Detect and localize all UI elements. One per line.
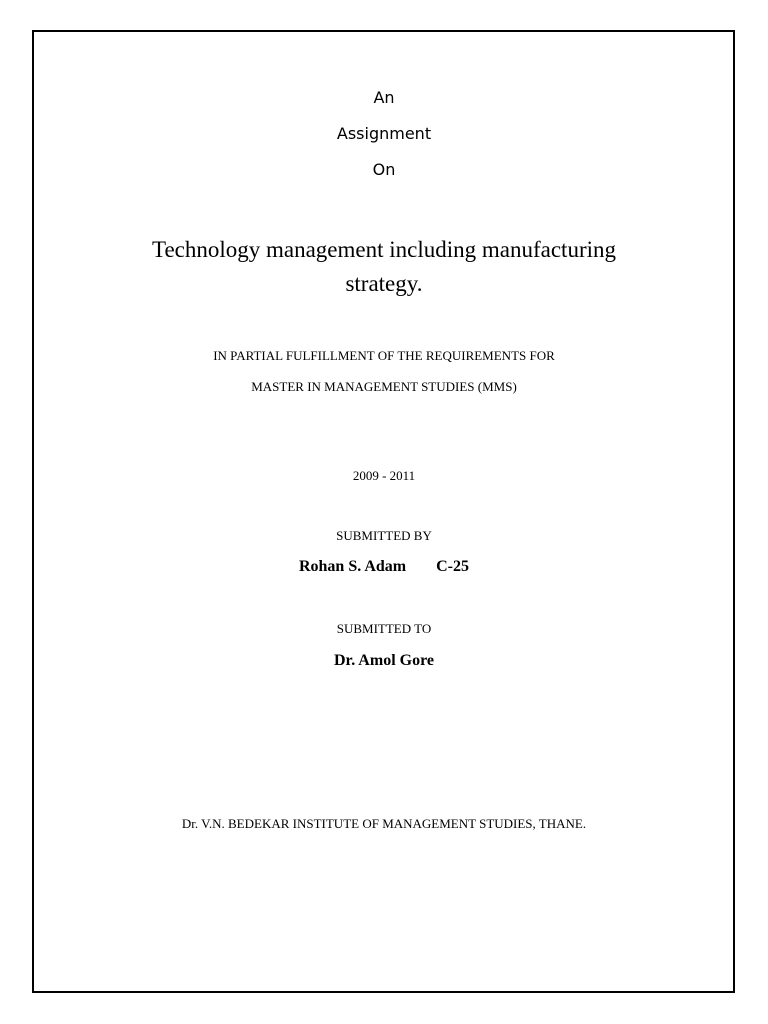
institute-name: Dr. V.N. BEDEKAR INSTITUTE OF MANAGEMENT STUDIES, THANE.	[181, 816, 587, 831]
submitted-by-label: SUBMITTED BY	[336, 528, 432, 543]
submitted-to-label: SUBMITTED TO	[336, 621, 432, 636]
intro-an: An	[373, 88, 395, 107]
document-title-line-1: Technology management including manufacturing	[152, 237, 616, 262]
supervisor-name: Dr. Amol Gore	[334, 652, 434, 669]
fulfillment-line-2: MASTER IN MANAGEMENT STUDIES (MMS)	[251, 379, 517, 394]
student-name: Rohan S. Adam	[298, 558, 407, 575]
intro-assignment: Assignment	[336, 124, 432, 143]
submitted-by-line	[0, 558, 768, 576]
student-roll-number: C-25	[436, 558, 470, 575]
fulfillment-line-1: IN PARTIAL FULFILLMENT OF THE REQUIREMENTS FOR	[213, 348, 555, 363]
document-title-line-2: strategy.	[345, 271, 423, 296]
academic-year: 2009 - 2011	[352, 468, 416, 483]
intro-on: On	[372, 160, 396, 179]
